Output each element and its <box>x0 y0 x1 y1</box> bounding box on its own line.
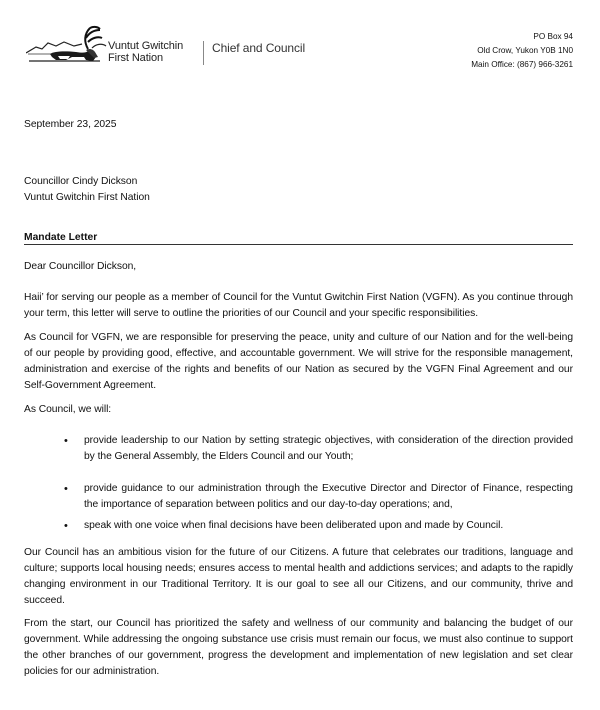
bullet-icon: • <box>64 435 68 447</box>
bullet-item-guidance: provide guidance to our administration through the Executive Director and Director of Finance, respecting the importance of separation between politics and our day-to-day operations; and, <box>84 483 573 510</box>
address-city: Old Crow, Yukon Y0B 1N0 <box>477 46 573 55</box>
paragraph-vision: Our Council has an ambitious vision for the future of our Citizens. A future that celebrates our traditions, language and culture; supports local housing needs; ensures access to mental health and addictions services; and adapts to the rapidly changing environment in our Traditional Territory. It is our goal to see all our Citizens, and our community, thrive and succeed. <box>24 547 573 606</box>
bullet-icon: • <box>64 520 68 532</box>
recipient-organization: Vuntut Gwitchin First Nation <box>24 192 150 203</box>
paragraph-commitments-intro: As Council, we will: <box>24 404 112 415</box>
paragraph-intro: Haii’ for serving our people as a member of Council for the Vuntut Gwitchin First Nation (VGFN). As you continue through your term, this letter will serve to outline the priorities of our Council and your specific responsibilities. <box>24 292 573 319</box>
organization-name-line2: First Nation <box>108 52 164 64</box>
recipient-name: Councillor Cindy Dickson <box>24 176 138 187</box>
logo-divider <box>203 41 204 65</box>
letterhead-logo <box>26 24 316 68</box>
salutation: Dear Councillor Dickson, <box>24 261 137 272</box>
organization-name <box>108 40 183 64</box>
chief-and-council-label: Chief and Council <box>212 41 306 55</box>
caribou-mountain-logo-icon <box>26 24 110 68</box>
address-po-box: PO Box 94 <box>533 32 573 41</box>
bullet-item-one-voice: speak with one voice when final decisions have been deliberated upon and made by Council. <box>84 520 504 531</box>
address-phone: Main Office: (867) 966-3261 <box>471 60 573 69</box>
return-address <box>471 30 573 72</box>
bullet-icon: • <box>64 483 68 495</box>
paragraph-responsibilities: As Council for VGFN, we are responsible for preserving the peace, unity and culture of our Nation and for the well-being of our people by providing good, effective, and accountable government. We will strive for the responsible management, administration and exercise of the rights and benefits of our Nation as secured by the VGFN Final Agreement and our Self-Government Agreement. <box>24 332 573 391</box>
organization-name-line1: Vuntut Gwitchin <box>108 40 184 52</box>
bullet-item-leadership: provide leadership to our Nation by setting strategic objectives, with consideration of the direction provided by the General Assembly, the Elders Council and our Youth; <box>84 435 573 462</box>
letter-date: September 23, 2025 <box>24 119 117 130</box>
subject-heading: Mandate Letter <box>24 231 573 245</box>
paragraph-priorities: From the start, our Council has prioritized the safety and wellness of our community and balancing the budget of our government. While addressing the ongoing substance use crisis must remain our focus, we must also continue to support the other branches of our government, progress the development and implementation of new legislation and set clear policies for our administration. <box>24 618 573 677</box>
